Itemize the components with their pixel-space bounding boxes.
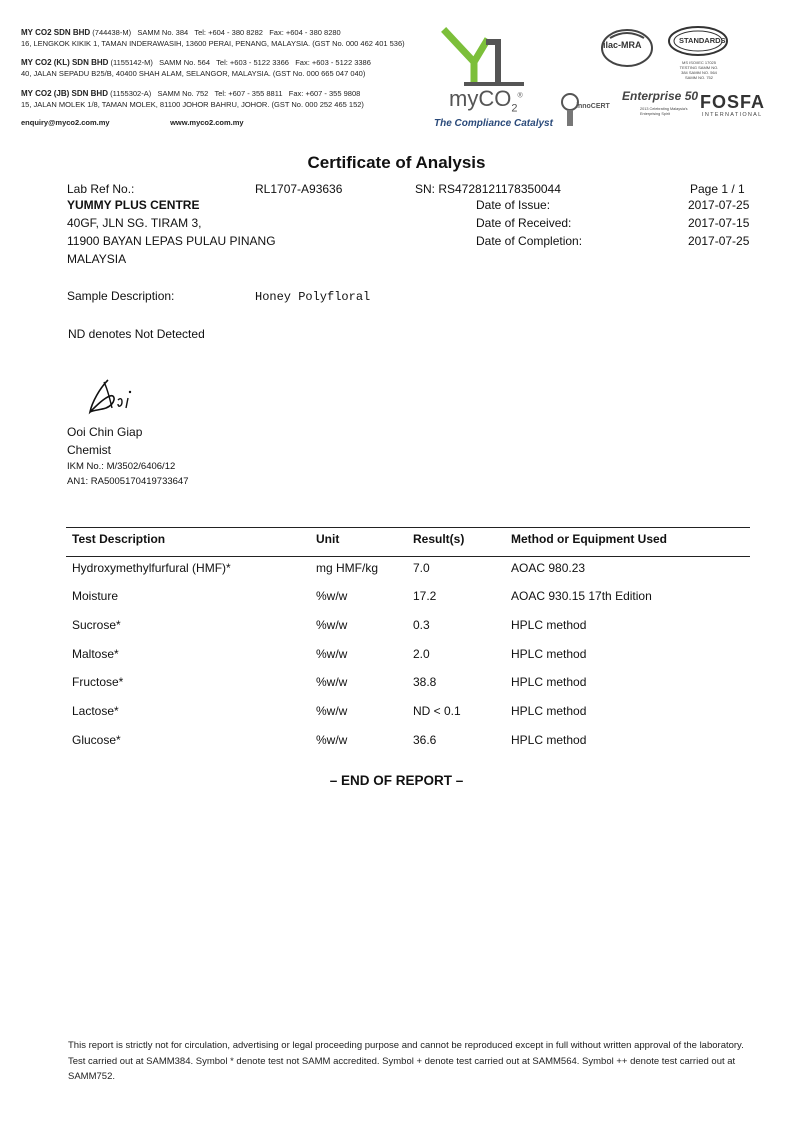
website-link[interactable]: www.myco2.com.my: [170, 118, 244, 127]
cell-unit: mg HMF/kg: [316, 561, 379, 575]
nd-note: ND denotes Not Detected: [68, 327, 205, 341]
cell-test: Moisture: [72, 589, 119, 603]
company-tel: Tel: +607 - 355 8811: [214, 89, 283, 98]
header-method: Method or Equipment Used: [511, 532, 667, 546]
lab-ref-value: RL1707-A93636: [255, 182, 343, 196]
cell-result: 2.0: [413, 647, 430, 661]
company-reg: (1155302-A): [110, 89, 152, 98]
cell-test: Glucose*: [72, 733, 121, 747]
signatory-role: Chemist: [67, 443, 112, 457]
ilac-label: ilac-MRA: [603, 40, 642, 50]
cell-unit: %w/w: [316, 647, 348, 661]
enterprise-label: Enterprise 50: [622, 89, 699, 103]
company-reg: (1155142-M): [110, 58, 153, 67]
company-name: MY CO2 SDN BHD: [21, 28, 91, 37]
tagline: The Compliance Catalyst: [434, 118, 553, 129]
client-name: YUMMY PLUS CENTRE: [67, 198, 200, 212]
company-reg: (744438-M): [92, 28, 132, 37]
company-address: 15, JALAN MOLEK 1/8, TAMAN MOLEK, 81100 JOHOR BAHRU, JOHOR. (GST No. 000 252 465 152): [21, 100, 364, 109]
company-name: MY CO2 (KL) SDN BHD: [21, 58, 109, 67]
footer-disclaimer: This report is strictly not for circulation, advertising or legal proceeding purpose and cannot be reproduced except in full without written approval of the laboratory. Test carried out at SAMM384. Symbol * denote test not SAMM accredited. Symbol + denote test carried out at SAMM564. Symbol ++ denote test carried out at SAMM752.: [68, 1040, 744, 1082]
company-fax: Fax: +604 - 380 8280: [269, 28, 341, 37]
cell-unit: %w/w: [316, 733, 348, 747]
signature-icon: [82, 376, 142, 420]
sample-label: Sample Description:: [67, 289, 175, 303]
lab-ref-label: Lab Ref No.:: [67, 182, 135, 196]
company-fax: Fax: +607 - 355 9808: [288, 89, 361, 98]
date-issue-label: Date of Issue:: [476, 198, 551, 212]
company-tel: Tel: +604 - 380 8282: [194, 28, 263, 37]
date-received-label: Date of Received:: [476, 216, 572, 230]
document-title: Certificate of Analysis: [307, 153, 486, 172]
cell-test: Maltose*: [72, 647, 119, 661]
cell-method: HPLC method: [511, 675, 587, 689]
company-block-kl: [21, 57, 371, 79]
cell-test: Hydroxymethylfurfural (HMF)*: [72, 561, 231, 575]
cell-method: AOAC 930.15 17th Edition: [511, 589, 652, 603]
end-of-report: – END OF REPORT –: [329, 773, 464, 788]
cell-method: HPLC method: [511, 733, 587, 747]
serial-number: SN: RS4728121178350044: [415, 182, 561, 196]
logo-wordmark: myCO: [449, 86, 512, 111]
signatory-an1: AN1: RA5005170419733647: [67, 476, 189, 487]
signatory-ikm: IKM No.: M/3502/6406/12: [67, 461, 176, 472]
signatory-name: Ooi Chin Giap: [67, 425, 143, 439]
date-completion-label: Date of Completion:: [476, 234, 583, 248]
standards-sub: MS ISO/IEC 17025 TESTING SAMM NO. 384 SAMM NO. 564 SAMM NO. 752: [679, 60, 719, 80]
company-samm: SAMM No. 752: [157, 89, 209, 98]
cell-method: AOAC 980.23: [511, 561, 586, 575]
standards-label: STANDARDS: [679, 36, 726, 45]
company-fax: Fax: +603 - 5122 3386: [295, 58, 371, 67]
cell-result: ND < 0.1: [413, 704, 461, 718]
company-address: 16, LENGKOK KIKIK 1, TAMAN INDERAWASIH, 13600 PERAI, PENANG, MALAYSIA. (GST No. 000 462 401 536): [21, 39, 405, 48]
cell-method: HPLC method: [511, 704, 587, 718]
company-block-penang: [21, 27, 405, 49]
myco2-logo-text: myCO$_2$®: [449, 86, 523, 115]
company-samm: SAMM No. 564: [159, 58, 211, 67]
header-test-description: Test Description: [72, 532, 166, 546]
company-tel: Tel: +603 - 5122 3366: [216, 58, 289, 67]
cell-result: 17.2: [413, 589, 437, 603]
header-unit: Unit: [316, 532, 340, 546]
cell-test: Sucrose*: [72, 618, 121, 632]
cell-unit: %w/w: [316, 704, 348, 718]
header-results: Result(s): [413, 532, 465, 546]
cell-unit: %w/w: [316, 589, 348, 603]
table-header-rule: [66, 556, 750, 557]
innocert-mark-icon: [561, 90, 579, 130]
date-received-value: 2017-07-15: [688, 216, 750, 230]
client-address-line-2: 11900 BAYAN LEPAS PULAU PINANG: [67, 234, 276, 248]
date-issue-value: 2017-07-25: [688, 198, 750, 212]
cell-unit: %w/w: [316, 675, 348, 689]
sample-value: Honey Polyfloral: [255, 290, 371, 304]
cell-result: 36.6: [413, 733, 437, 747]
logo-subscript: 2: [511, 102, 518, 115]
cell-method: HPLC method: [511, 618, 587, 632]
fosfa-label: FOSFA: [700, 92, 766, 112]
cell-method: HPLC method: [511, 647, 587, 661]
page-number: Page 1 / 1: [690, 182, 745, 196]
enterprise-sub: 2013 Celebrating Malaysia's Enterprising Spirit: [640, 107, 688, 116]
date-completion-value: 2017-07-25: [688, 234, 750, 248]
table-top-rule: [66, 527, 750, 528]
company-block-jb: [21, 88, 364, 110]
company-address: 40, JALAN SEPADU B25/B, 40400 SHAH ALAM, SELANGOR, MALAYSIA. (GST No. 000 665 047 040): [21, 69, 366, 78]
email-link[interactable]: enquiry@myco2.com.my: [21, 118, 110, 127]
client-address-line-1: 40GF, JLN SG. TIRAM 3,: [67, 216, 202, 230]
fosfa-sub: INTERNATIONAL: [702, 112, 763, 118]
cell-result: 0.3: [413, 618, 430, 632]
contact-line: [21, 118, 244, 127]
cell-test: Lactose*: [72, 704, 119, 718]
company-name: MY CO2 (JB) SDN BHD: [21, 89, 108, 98]
cell-unit: %w/w: [316, 618, 348, 632]
cell-result: 38.8: [413, 675, 437, 689]
cell-test: Fructose*: [72, 675, 124, 689]
client-address-line-3: MALAYSIA: [67, 252, 127, 266]
cell-result: 7.0: [413, 561, 430, 575]
company-samm: SAMM No. 384: [137, 28, 189, 37]
innocert-label: innoCERT: [576, 103, 610, 110]
